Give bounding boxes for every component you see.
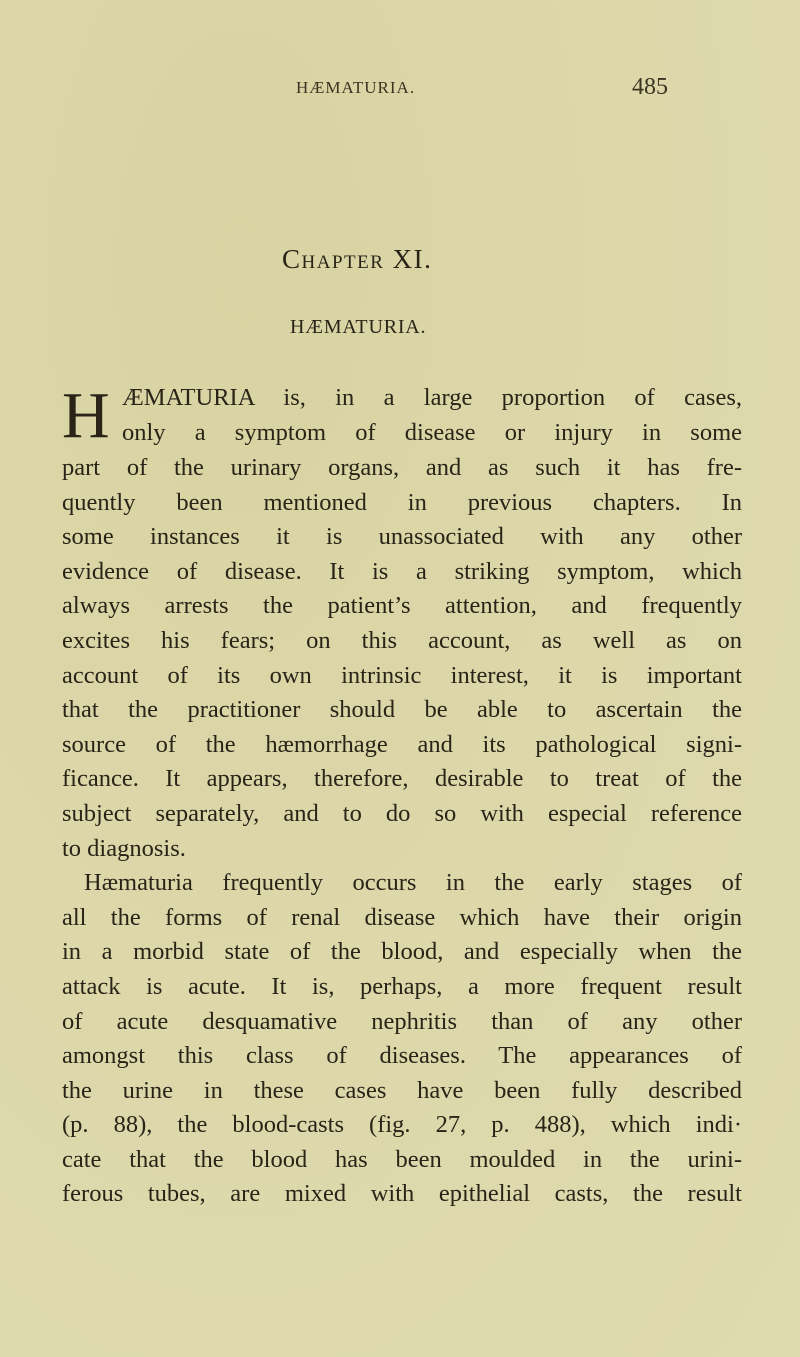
paragraph [62, 381, 742, 866]
body-text [62, 381, 742, 1212]
text-line: to diagnosis. [62, 834, 186, 862]
text-line: the urine in these cases have been fully described [62, 1076, 742, 1104]
section-title: HÆMATURIA. [290, 316, 427, 338]
text-line: always arrests the patient’s attention, and frequently [62, 592, 742, 620]
text-line: cate that the blood has been moulded in the urini- [62, 1145, 742, 1173]
text-line: account of its own intrinsic interest, it is important [62, 661, 742, 689]
chapter-heading: Chapter XI. [282, 244, 433, 274]
text-line: Hæmaturia frequently occurs in the early stages of [84, 869, 742, 897]
text-line: of acute desquamative nephritis than of any other [62, 1007, 742, 1035]
paragraph [62, 866, 742, 1212]
text-line: (p. 88), the blood-casts (fig. 27, p. 488), which indi· [62, 1111, 742, 1139]
page-number: 485 [632, 74, 668, 100]
text-line: that the practitioner should be able to ascertain the [62, 696, 742, 724]
running-head: HÆMATURIA. [296, 78, 416, 97]
text-line: attack is acute. It is, perhaps, a more frequent result [62, 972, 742, 1000]
text-line: subject separately, and to do so with especial reference [62, 799, 742, 827]
text-line: only a symptom of disease or injury in some [122, 418, 742, 446]
text-line: amongst this class of diseases. The appearances of [62, 1042, 742, 1070]
text-line: ficance. It appears, therefore, desirable to treat of the [62, 765, 742, 793]
text-line: ferous tubes, are mixed with epithelial casts, the result [62, 1180, 742, 1208]
text-line: all the forms of renal disease which have their origin [62, 903, 742, 931]
text-line: ÆMATURIA is, in a large proportion of cases, [122, 384, 742, 411]
drop-cap: H [62, 379, 110, 452]
text-line: in a morbid state of the blood, and especially when the [62, 938, 742, 966]
text-line: evidence of disease. It is a striking symptom, which [62, 557, 742, 585]
text-line: source of the hæmorrhage and its pathological signi- [62, 730, 742, 758]
text-line: part of the urinary organs, and as such it has fre- [62, 454, 742, 481]
text-line: some instances it is unassociated with any other [62, 523, 742, 551]
text-line: excites his fears; on this account, as well as on [62, 626, 742, 654]
text-line: quently been mentioned in previous chapters. In [62, 488, 742, 516]
